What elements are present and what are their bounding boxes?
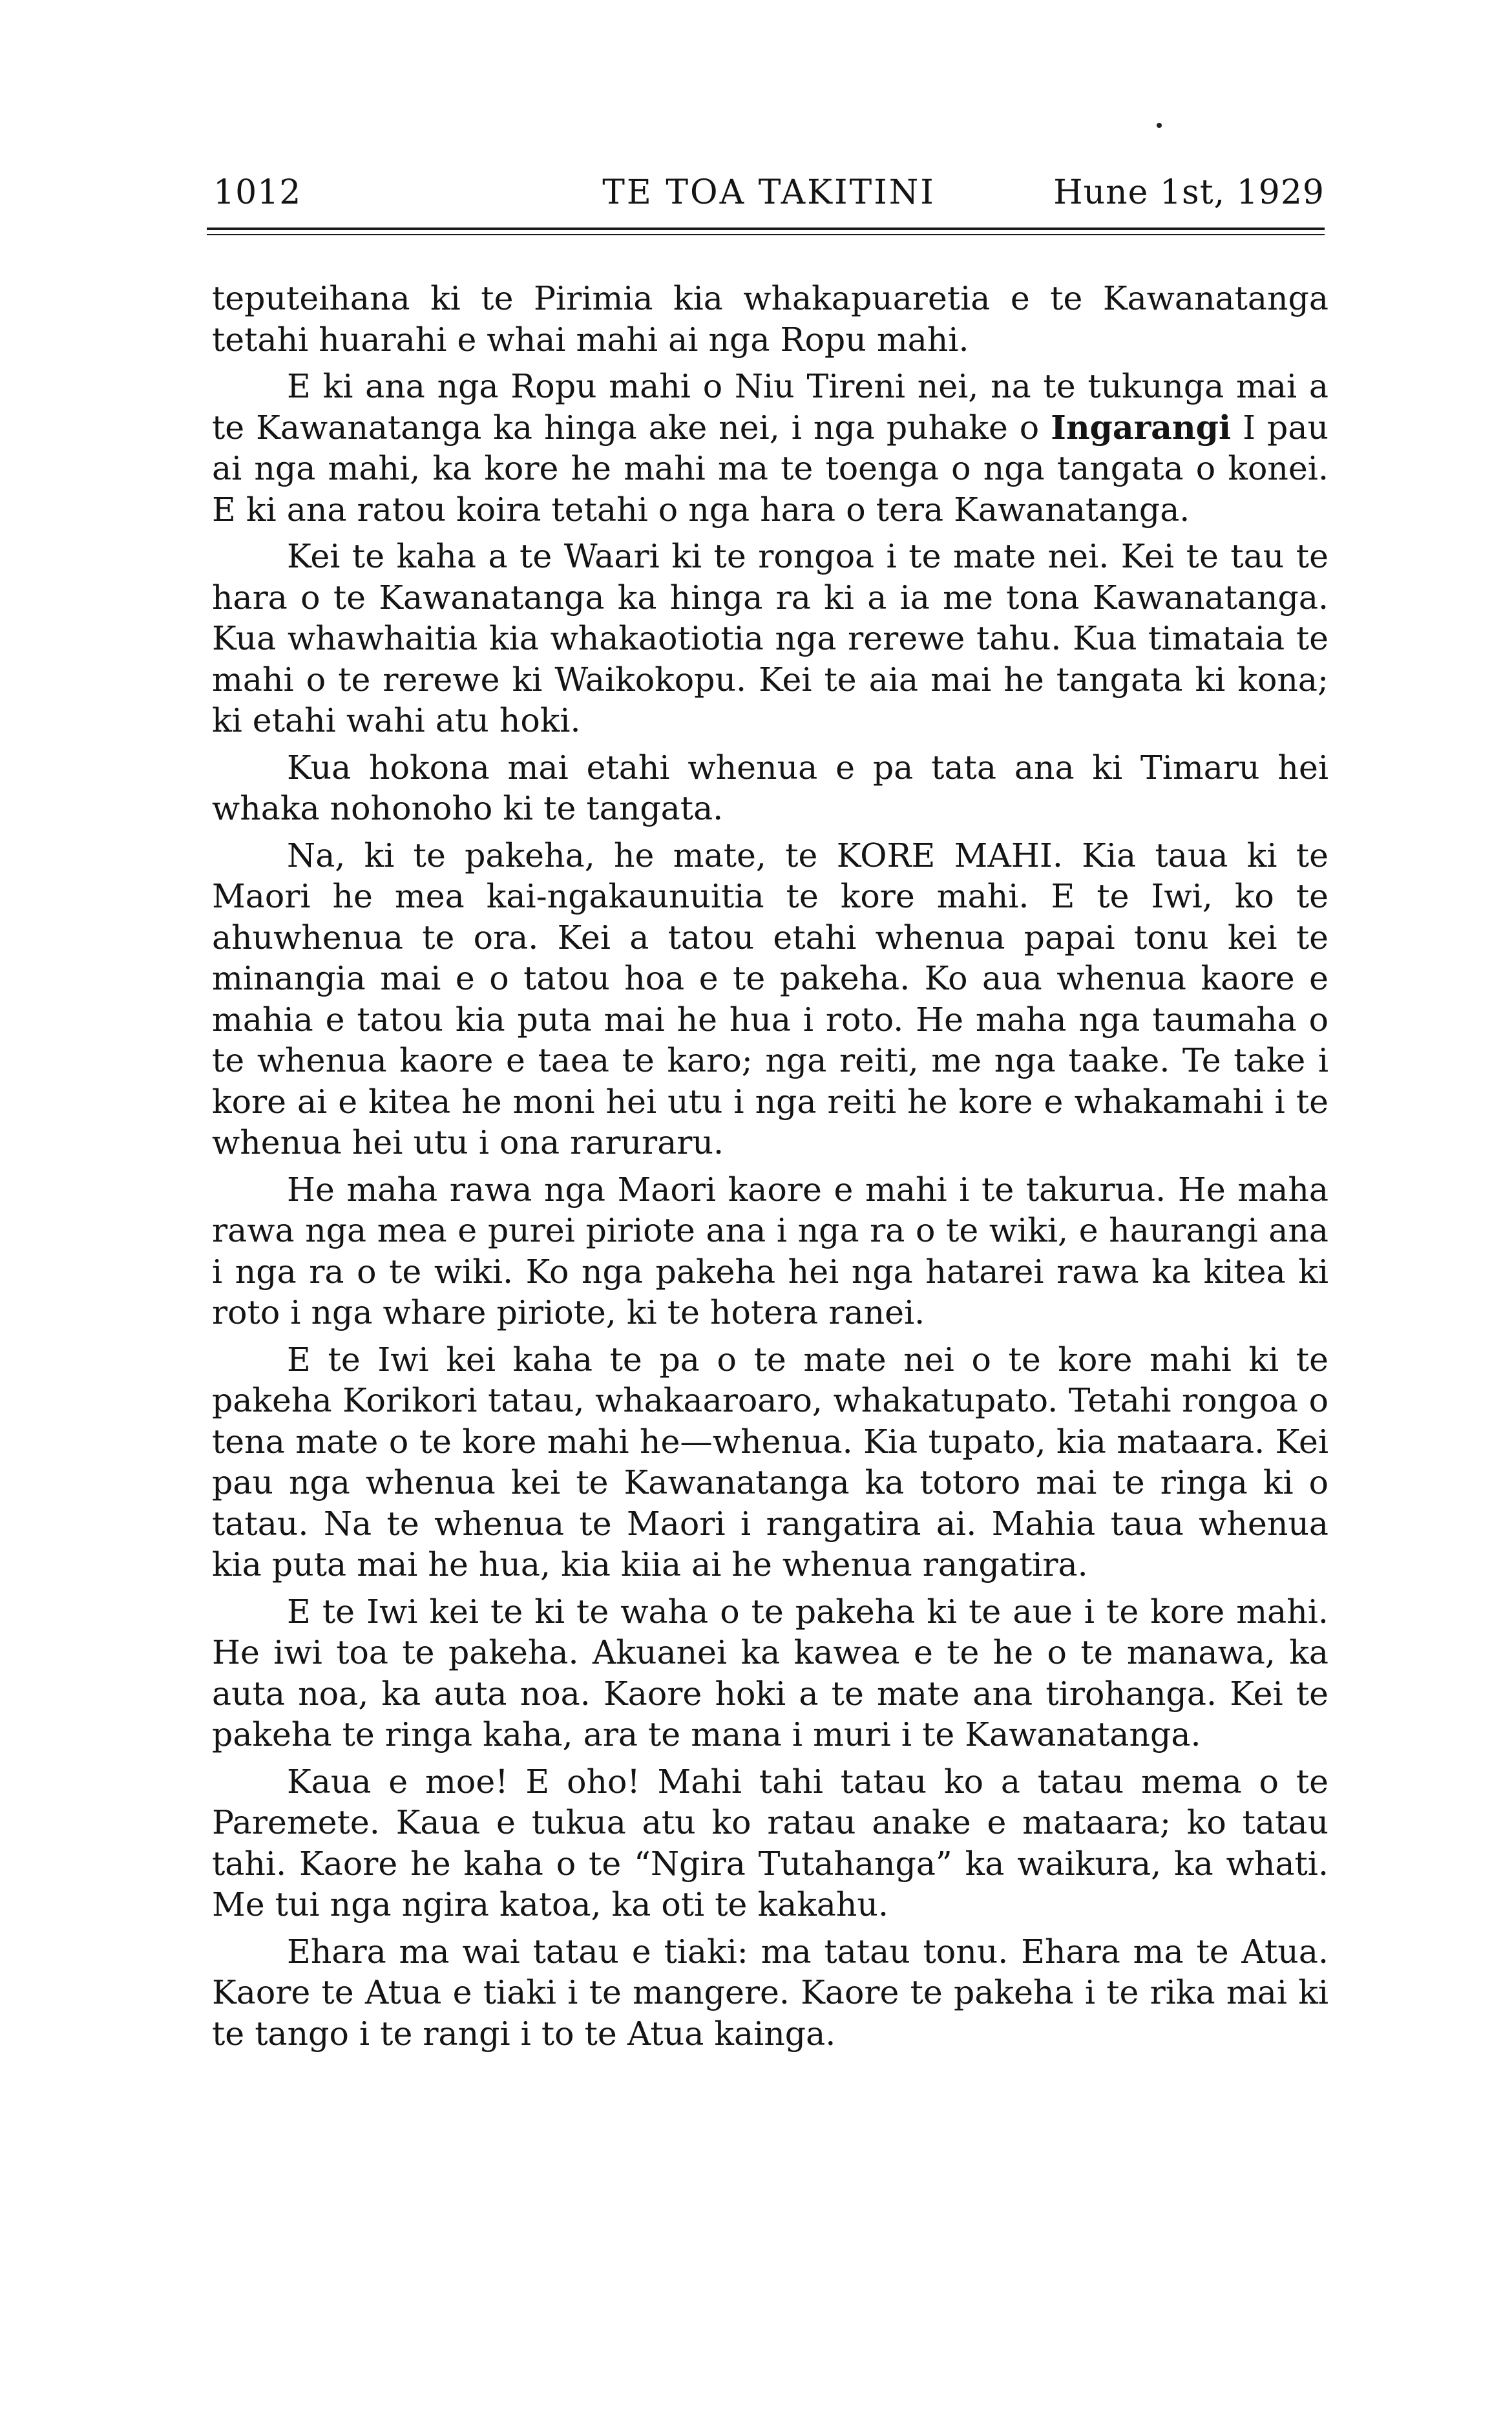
page-number: 1012 — [213, 173, 302, 212]
paragraph: E te Iwi kei kaha te pa o te mate nei o te kore mahi ki te pakeha Korikori tatau, whakaaroaro, whakatupato. Tetahi rongoa o tena mate o te kore mahi he—whenua. Kia tupato, kia mataara. Kei pau nga whenua kei te Kawanatanga ka totoro mai te ringa ki o tatau. Na te whenua te Maori i rangatira ai. Mahia taua whenua kia puta mai he hua, kia kiia ai he whenua rangatira. — [212, 1340, 1328, 1583]
print-speck — [1157, 123, 1162, 128]
paragraph: teputeihana ki te Pirimia kia whakapuaretia e te Kawanatanga tetahi huarahi e whai mahi ai nga Ropu mahi. — [212, 279, 1328, 359]
paragraph: Kua hokona mai etahi whenua e pa tata ana ki Timaru hei whaka nohonoho ki te tangata. — [212, 748, 1328, 827]
article-body — [212, 278, 1328, 2060]
issue-date: Hune 1st, 1929 — [1053, 173, 1325, 212]
paragraph: Kaua e moe! E oho! Mahi tahi tatau ko a tatau mema o te Paremete. Kaua e tukua atu ko ratau anake e mataara; ko tatau tahi. Kaore he kaha o te “Ngira Tutahanga” ka waikura, ka whati. Me tui nga ngira katoa, ka oti te kakahu. — [212, 1762, 1328, 1923]
paragraph-bold-word: Ingarangi — [1051, 408, 1232, 447]
header-rule-thin — [207, 234, 1325, 235]
paragraph: Na, ki te pakeha, he mate, te KORE MAHI. Kia taua ki te Maori he mea kai-ngakaunuitia te kore mahi. E te Iwi, ko te ahuwhenua te ora. Kei a tatou etahi whenua papai tonu kei te minangia mai e o tatou hoa e te pakeha. Ko aua whenua kaore e mahia e tatou kia puta mai he hua i roto. He maha nga taumaha o te whenua kaore e taea te karo; nga reiti, me nga taake. Te take i kore ai e kitea he moni hei utu i nga reiti he kore e whakamahi i te whenua hei utu i ona raruraru. — [212, 836, 1328, 1161]
paragraph: Ehara ma wai tatau e tiaki: ma tatau tonu. Ehara ma te Atua. Kaore te Atua e tiaki i te mangere. Kaore te pakeha i te rika mai ki te tango i te rangi i to te Atua kainga. — [212, 1932, 1328, 2053]
running-header — [213, 173, 1325, 225]
paragraph: He maha rawa nga Maori kaore e mahi i te takurua. He maha rawa nga mea e purei piriote ana i nga ra o te wiki, e haurangi ana i nga ra o te wiki. Ko nga pakeha hei nga hatarei rawa ka kitea ki roto i nga whare piriote, ki te hotera ranei. — [212, 1170, 1328, 1331]
paragraph-text: E ki ana nga Ropu mahi o Niu Tireni nei, na te tukunga mai a te Kawanatanga ka hinga ake nei, i nga puhake o — [212, 367, 1328, 447]
journal-title: TE TOA TAKITINI — [602, 173, 936, 212]
paragraph — [212, 366, 1328, 530]
header-rule — [207, 228, 1325, 230]
paragraph: Kei te kaha a te Waari ki te rongoa i te mate nei. Kei te tau te hara o te Kawanatanga ka hinga ra ki a ia me tona Kawanatanga. Kua whawhaitia kia whakaotiotia nga rerewe tahu. Kua timataia te mahi o te rerewe ki Waikokopu. Kei te aia mai he tangata ki kona; ki etahi wahi atu hoki. — [212, 537, 1328, 739]
paragraph-text: I pau ai nga mahi, ka kore he mahi ma te toenga o nga tangata o konei. E ki ana ratou koira tetahi o nga hara o tera Kawanatanga. — [212, 408, 1328, 529]
paragraph: E te Iwi kei te ki te waha o te pakeha ki te aue i te kore mahi. He iwi toa te pakeha. Akuanei ka kawea e te he o te manawa, ka auta noa, ka auta noa. Kaore hoki a te mate ana tirohanga. Kei te pakeha te ringa kaha, ara te mana i muri i te Kawanatanga. — [212, 1592, 1328, 1753]
